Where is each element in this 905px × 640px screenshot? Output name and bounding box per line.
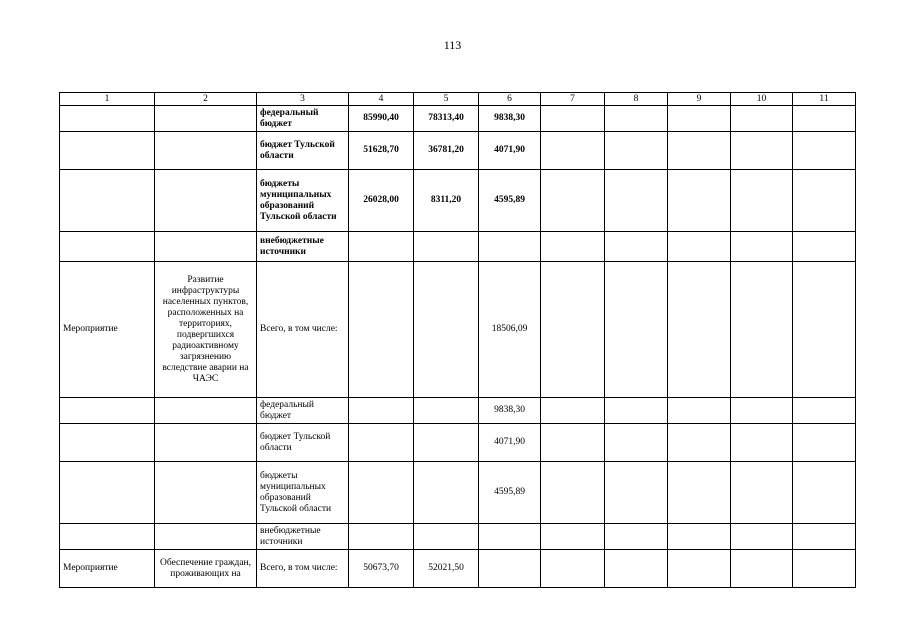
event-name-cell xyxy=(155,462,257,524)
table-row xyxy=(60,232,856,262)
empty-cell xyxy=(605,550,668,588)
empty-cell xyxy=(668,170,731,232)
header-cell: 10 xyxy=(731,93,793,106)
empty-cell xyxy=(541,462,605,524)
empty-cell xyxy=(668,132,731,170)
empty-cell xyxy=(541,106,605,132)
value-cell-col6: 4595,89 xyxy=(479,170,541,232)
table-row xyxy=(60,132,856,170)
value-cell-col6: 4071,90 xyxy=(479,424,541,462)
header-cell: 9 xyxy=(668,93,731,106)
empty-cell xyxy=(793,462,856,524)
empty-cell xyxy=(793,232,856,262)
event-type-cell xyxy=(60,232,155,262)
empty-cell xyxy=(668,424,731,462)
header-cell: 11 xyxy=(793,93,856,106)
empty-cell xyxy=(668,232,731,262)
header-cell: 7 xyxy=(541,93,605,106)
table-row xyxy=(60,262,856,398)
value-cell-col5 xyxy=(414,424,479,462)
empty-cell xyxy=(605,132,668,170)
value-cell-col6: 4071,90 xyxy=(479,132,541,170)
table-row xyxy=(60,398,856,424)
empty-cell xyxy=(541,170,605,232)
header-cell: 6 xyxy=(479,93,541,106)
value-cell-col4 xyxy=(349,424,414,462)
value-cell-col6: 18506,09 xyxy=(479,262,541,398)
value-cell-col6 xyxy=(479,232,541,262)
empty-cell xyxy=(731,132,793,170)
funding-source-cell: бюджет Тульской области xyxy=(257,424,349,462)
value-cell-col4: 85990,40 xyxy=(349,106,414,132)
empty-cell xyxy=(731,170,793,232)
page-number: 113 xyxy=(443,38,462,52)
value-cell-col5: 8311,20 xyxy=(414,170,479,232)
value-cell-col5 xyxy=(414,462,479,524)
empty-cell xyxy=(541,232,605,262)
event-type-cell xyxy=(60,524,155,550)
empty-cell xyxy=(793,550,856,588)
value-cell-col4: 50673,70 xyxy=(349,550,414,588)
empty-cell xyxy=(605,106,668,132)
event-type-cell xyxy=(60,132,155,170)
empty-cell xyxy=(605,424,668,462)
empty-cell xyxy=(605,232,668,262)
empty-cell xyxy=(668,462,731,524)
funding-source-cell: Всего, в том числе: xyxy=(257,550,349,588)
table-row xyxy=(60,462,856,524)
event-type-cell xyxy=(60,170,155,232)
empty-cell xyxy=(793,106,856,132)
header-cell: 3 xyxy=(257,93,349,106)
value-cell-col6: 9838,30 xyxy=(479,106,541,132)
table-header-row xyxy=(60,93,856,106)
empty-cell xyxy=(731,232,793,262)
header-cell: 2 xyxy=(155,93,257,106)
empty-cell xyxy=(731,424,793,462)
empty-cell xyxy=(668,524,731,550)
table-row xyxy=(60,550,856,588)
empty-cell xyxy=(605,262,668,398)
header-cell: 5 xyxy=(414,93,479,106)
empty-cell xyxy=(541,524,605,550)
budget-table xyxy=(59,92,856,588)
value-cell-col6: 4595,89 xyxy=(479,462,541,524)
empty-cell xyxy=(731,106,793,132)
event-name-cell xyxy=(155,132,257,170)
value-cell-col4: 26028,00 xyxy=(349,170,414,232)
event-name-cell xyxy=(155,424,257,462)
empty-cell xyxy=(605,398,668,424)
empty-cell xyxy=(541,398,605,424)
empty-cell xyxy=(605,462,668,524)
empty-cell xyxy=(668,398,731,424)
empty-cell xyxy=(793,262,856,398)
empty-cell xyxy=(605,170,668,232)
value-cell-col4 xyxy=(349,462,414,524)
empty-cell xyxy=(731,550,793,588)
funding-source-cell: федеральный бюджет xyxy=(257,106,349,132)
value-cell-col5 xyxy=(414,524,479,550)
empty-cell xyxy=(541,424,605,462)
empty-cell xyxy=(668,106,731,132)
event-name-cell: Обеспечение граждан, проживающих на xyxy=(155,550,257,588)
event-name-cell: Развитие инфраструктуры населенных пунктов, расположенных на территориях, подвергшихся радиоактивному загрязнению вследствие аварии на ЧАЭС xyxy=(155,262,257,398)
value-cell-col5: 78313,40 xyxy=(414,106,479,132)
empty-cell xyxy=(731,524,793,550)
value-cell-col6 xyxy=(479,524,541,550)
table-row xyxy=(60,106,856,132)
event-type-cell: Мероприятие xyxy=(60,262,155,398)
funding-source-cell: бюджет Тульской области xyxy=(257,132,349,170)
value-cell-col4 xyxy=(349,398,414,424)
table-row xyxy=(60,170,856,232)
header-cell: 8 xyxy=(605,93,668,106)
value-cell-col4 xyxy=(349,262,414,398)
table-row xyxy=(60,424,856,462)
funding-source-cell: бюджеты муниципальных образований Тульской области xyxy=(257,462,349,524)
event-type-cell xyxy=(60,462,155,524)
event-name-cell xyxy=(155,106,257,132)
event-name-cell xyxy=(155,232,257,262)
funding-source-cell: федеральный бюджет xyxy=(257,398,349,424)
value-cell-col5 xyxy=(414,262,479,398)
funding-source-cell: бюджеты муниципальных образований Тульской области xyxy=(257,170,349,232)
event-name-cell xyxy=(155,398,257,424)
empty-cell xyxy=(793,132,856,170)
value-cell-col5 xyxy=(414,398,479,424)
empty-cell xyxy=(668,550,731,588)
value-cell-col4: 51628,70 xyxy=(349,132,414,170)
empty-cell xyxy=(541,550,605,588)
event-name-cell xyxy=(155,170,257,232)
header-cell: 1 xyxy=(60,93,155,106)
value-cell-col5 xyxy=(414,232,479,262)
empty-cell xyxy=(793,524,856,550)
empty-cell xyxy=(541,262,605,398)
value-cell-col5: 36781,20 xyxy=(414,132,479,170)
empty-cell xyxy=(605,524,668,550)
empty-cell xyxy=(793,398,856,424)
funding-source-cell: внебюджетные источники xyxy=(257,232,349,262)
value-cell-col6 xyxy=(479,550,541,588)
empty-cell xyxy=(668,262,731,398)
empty-cell xyxy=(731,262,793,398)
header-cell: 4 xyxy=(349,93,414,106)
table-row xyxy=(60,524,856,550)
event-type-cell: Мероприятие xyxy=(60,550,155,588)
funding-source-cell: Всего, в том числе: xyxy=(257,262,349,398)
value-cell-col4 xyxy=(349,524,414,550)
empty-cell xyxy=(541,132,605,170)
value-cell-col6: 9838,30 xyxy=(479,398,541,424)
event-type-cell xyxy=(60,398,155,424)
event-name-cell xyxy=(155,524,257,550)
empty-cell xyxy=(793,170,856,232)
empty-cell xyxy=(731,398,793,424)
event-type-cell xyxy=(60,424,155,462)
value-cell-col4 xyxy=(349,232,414,262)
empty-cell xyxy=(793,424,856,462)
event-type-cell xyxy=(60,106,155,132)
funding-source-cell: внебюджетные источники xyxy=(257,524,349,550)
value-cell-col5: 52021,50 xyxy=(414,550,479,588)
empty-cell xyxy=(731,462,793,524)
